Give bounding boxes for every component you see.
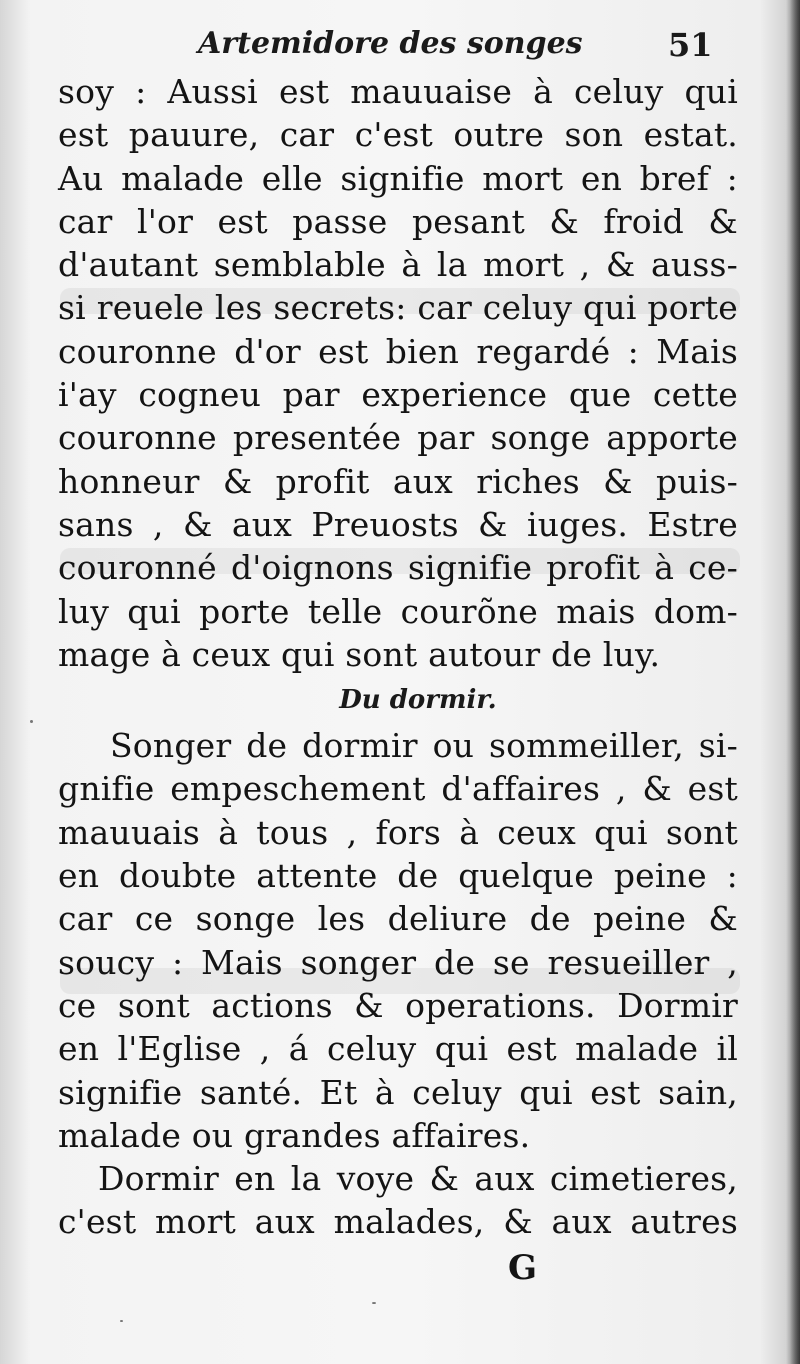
- text-line: couronne d'or est bien regardé : Mais: [58, 331, 738, 371]
- paper-speck: [372, 1302, 376, 1304]
- text-line: ce sont actions & operations. Dormir: [58, 985, 738, 1025]
- text-line: couronné d'oignons signifie profit à ce-: [58, 548, 738, 588]
- signature-mark: G: [508, 1248, 538, 1288]
- text-line: Au malade elle signifie mort en bref :: [58, 158, 738, 198]
- text-line: Songer de dormir ou sommeiller, si-: [110, 726, 738, 766]
- text-line: gnifie empeschement d'affaires , & est: [58, 769, 738, 809]
- text-line: d'autant semblable à la mort , & auss-: [58, 245, 738, 285]
- running-head: [0, 22, 800, 70]
- paragraph-1: [58, 70, 738, 676]
- paper-speck: [120, 1320, 123, 1322]
- text-line: i'ay cogneu par experience que cette: [58, 375, 738, 415]
- text-line: en l'Eglise , á celuy qui est malade il: [58, 1029, 738, 1069]
- paragraph-2: [58, 724, 738, 1157]
- text-line: est pauure, car c'est outre son estat.: [58, 115, 738, 155]
- page-number: 51: [668, 26, 713, 64]
- text-line: mage à ceux qui sont autour de luy.: [58, 634, 661, 674]
- running-title: Artemidore des songes: [198, 26, 583, 61]
- text-line: sans , & aux Preuosts & iuges. Estre: [58, 504, 738, 544]
- text-line: soy : Aussi est mauuaise à celuy qui: [58, 72, 738, 111]
- page-edge-shadow: [786, 0, 800, 1364]
- text-line: couronne presentée par songe apporte: [58, 418, 738, 458]
- text-line: malade ou grandes affaires.: [58, 1115, 531, 1155]
- text-block: [58, 70, 738, 1244]
- text-line: car ce songe les deliure de peine &: [58, 899, 738, 939]
- text-line: Dormir en la voye & aux cimetieres,: [98, 1159, 738, 1199]
- text-line: c'est mort aux malades, & aux autres: [58, 1202, 738, 1242]
- text-line: car l'or est passe pesant & froid &: [58, 201, 738, 241]
- paper-speck: [30, 720, 33, 723]
- text-line: soucy : Mais songer de se resueiller ,: [58, 942, 738, 982]
- text-line: honneur & profit aux riches & puis-: [58, 461, 738, 501]
- text-line: luy qui porte telle courõne mais dom-: [58, 591, 738, 631]
- text-line: mauuais à tous , fors à ceux qui sont: [58, 812, 738, 852]
- section-heading: Du dormir.: [339, 685, 497, 716]
- text-line: si reuele les secrets: car celuy qui porte: [58, 288, 738, 328]
- text-line: signifie santé. Et à celuy qui est sain,: [58, 1072, 738, 1112]
- paragraph-3: [58, 1157, 738, 1244]
- text-line: en doubte attente de quelque peine :: [58, 856, 738, 896]
